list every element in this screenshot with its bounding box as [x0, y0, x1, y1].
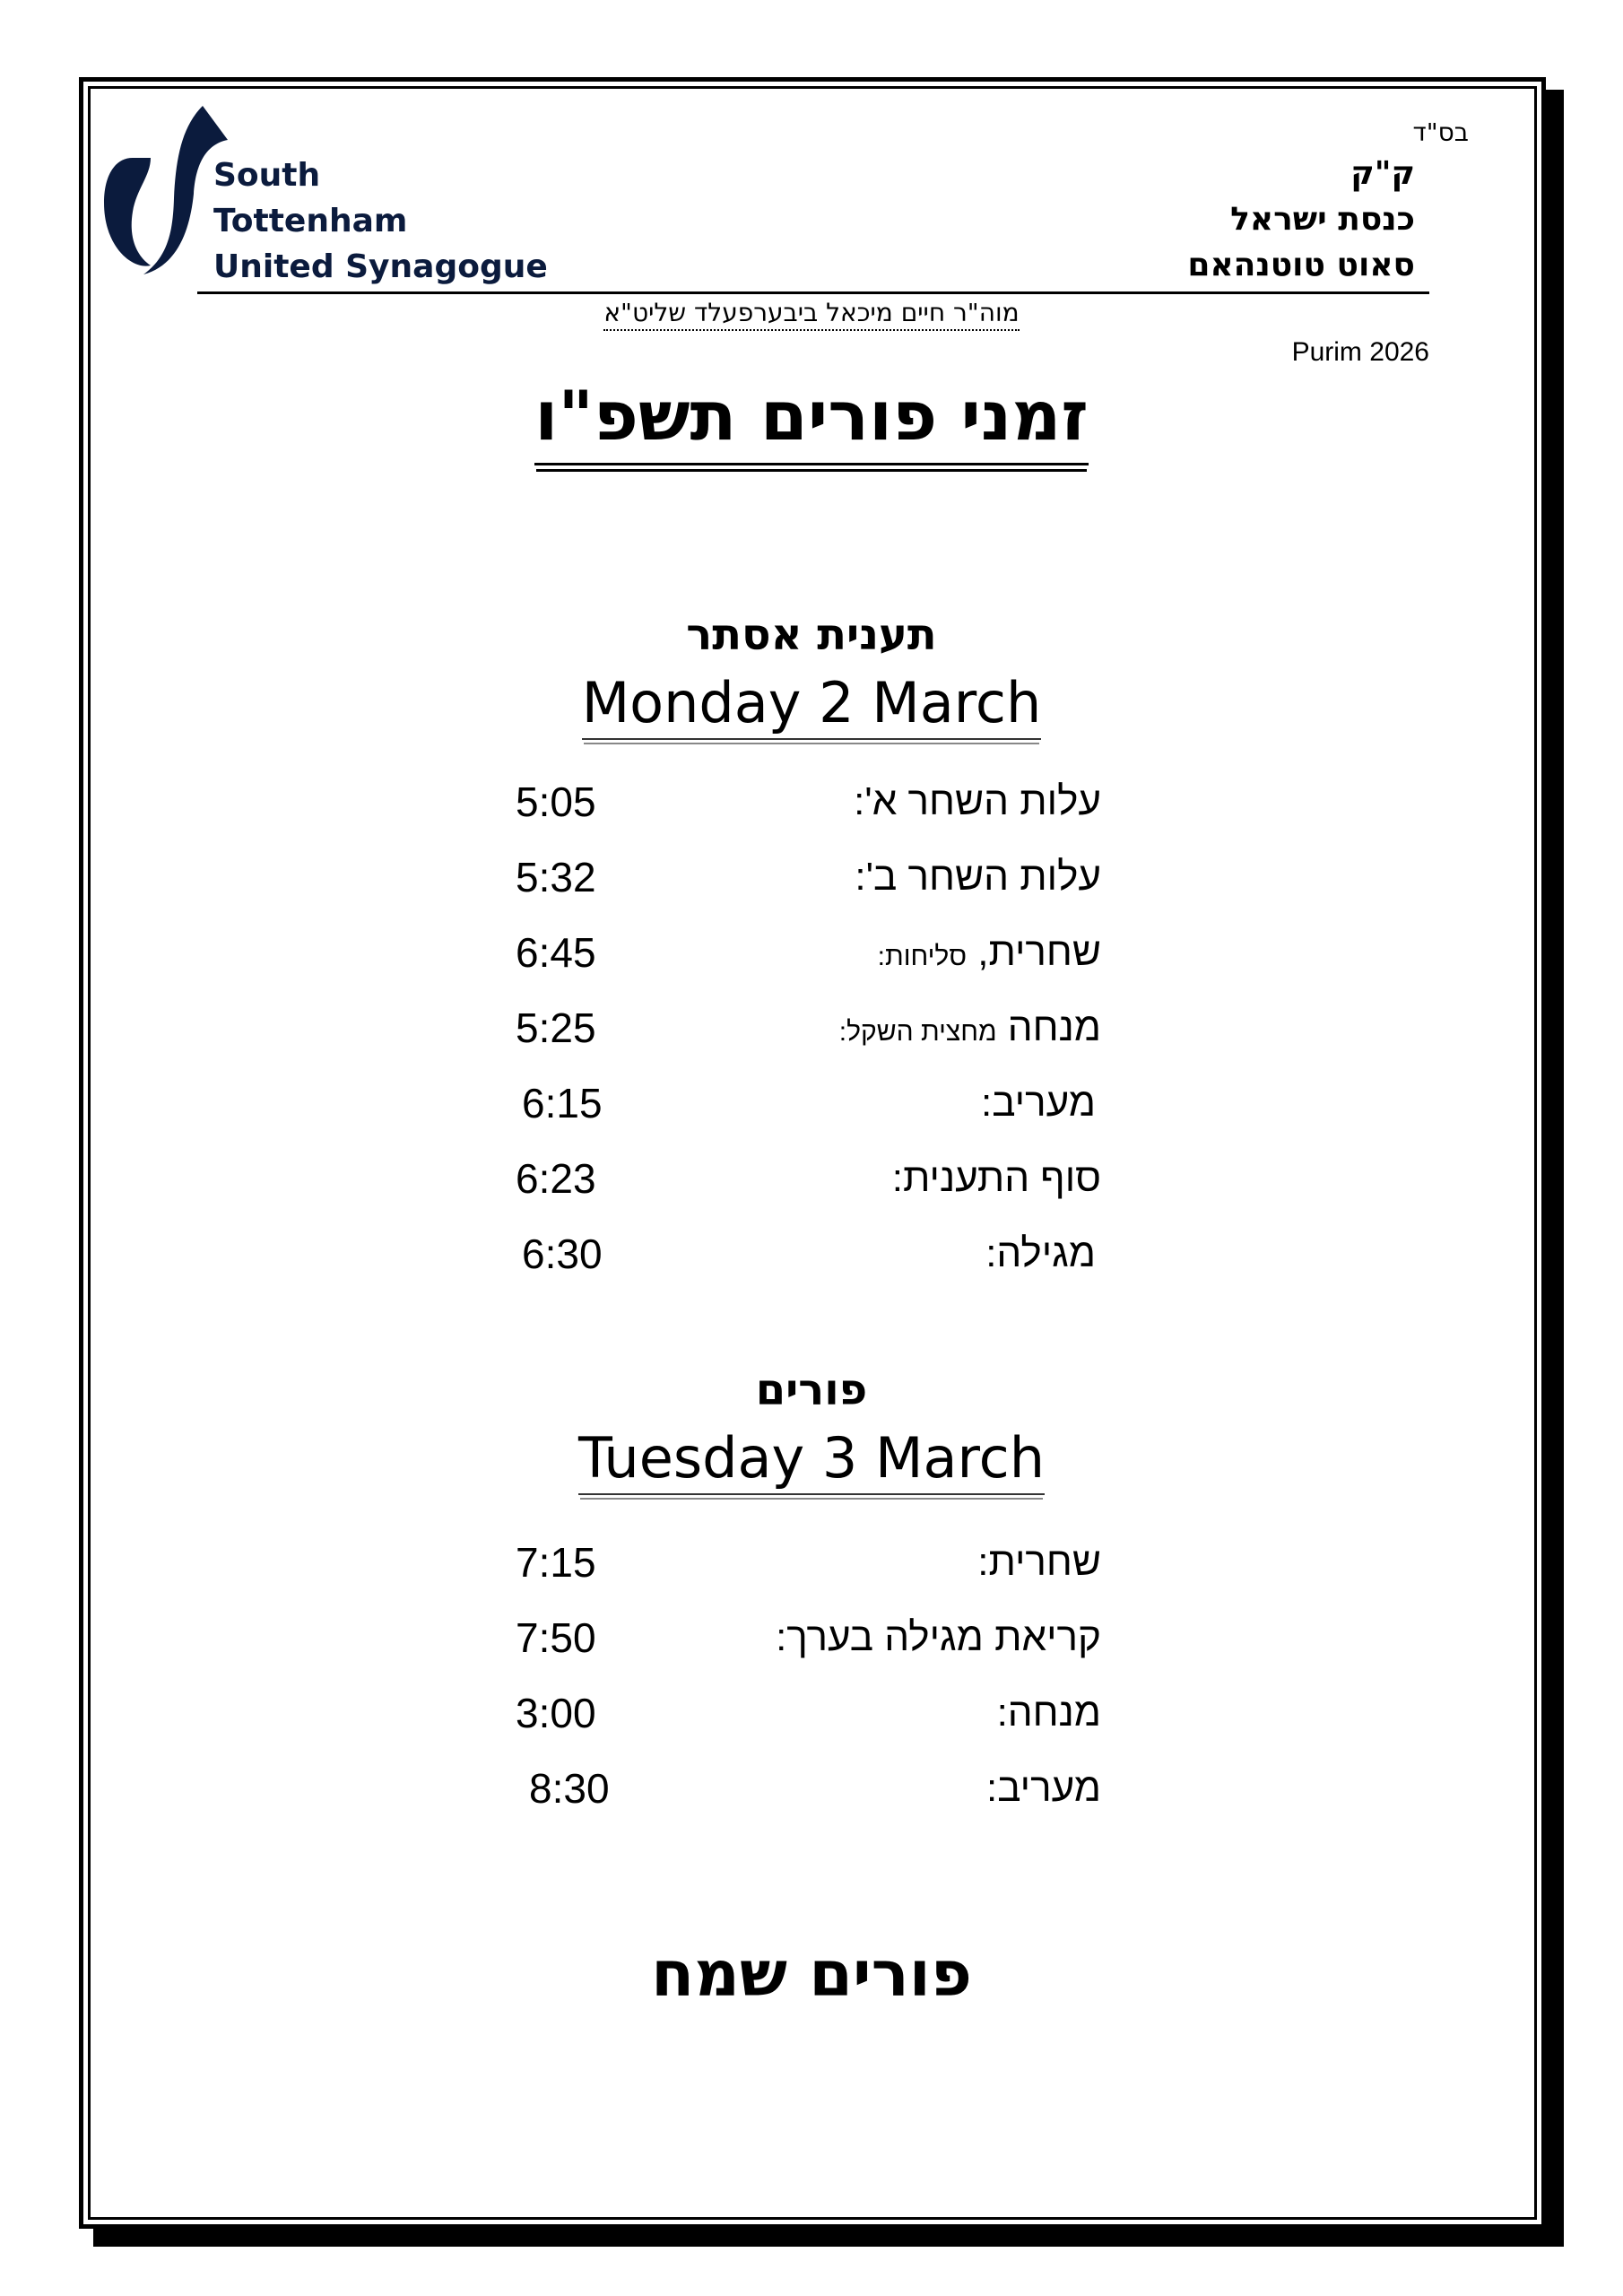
- fast-row: [0, 850, 1623, 904]
- fast-row: [0, 926, 1623, 979]
- hebrew-header-line3: סאוט טוטנהאם: [1187, 247, 1415, 283]
- hebrew-header-line2: כנסת ישראל: [1230, 201, 1415, 238]
- purim-row: [0, 1761, 1623, 1815]
- purim-row: [0, 1535, 1623, 1589]
- time-label: קריאת מגילה בערך:: [776, 1615, 1101, 1659]
- time-value: 6:15: [522, 1080, 603, 1126]
- time-label: מעריב:: [985, 1766, 1101, 1810]
- synagogue-name-line3: United Synagogue: [213, 248, 548, 285]
- fast-row: [0, 1227, 1623, 1281]
- synagogue-logo-icon: [97, 104, 231, 283]
- time-value: 6:23: [516, 1155, 596, 1202]
- fast-date-text: Monday 2 March: [582, 668, 1042, 740]
- bsd-mark: בס"ד: [1412, 117, 1469, 147]
- purim-year: Purim 2026: [1291, 337, 1429, 367]
- rabbi-name: [0, 298, 1623, 327]
- fast-row: [0, 775, 1623, 829]
- purim-date: [0, 1423, 1623, 1495]
- time-value: 5:25: [516, 1004, 596, 1051]
- time-label: [839, 1001, 1101, 1059]
- fast-heading: תענית אסתר: [686, 610, 937, 660]
- page-title: [0, 371, 1623, 465]
- purim-heading: פורים: [755, 1365, 868, 1415]
- purim-date-text: Tuesday 3 March: [578, 1423, 1045, 1495]
- fast-row: [0, 1076, 1623, 1130]
- time-value: 3:00: [516, 1690, 596, 1736]
- time-value: 7:50: [516, 1614, 596, 1661]
- hebrew-header-line1: ק"ק: [1350, 155, 1415, 192]
- time-label-small: סליחות:: [877, 942, 967, 971]
- time-label: מגילה:: [985, 1231, 1096, 1275]
- fast-date: [0, 668, 1623, 740]
- time-value: 7:15: [516, 1539, 596, 1586]
- page-title-text: זמני פורים תשפ"ו: [534, 371, 1089, 465]
- time-label-main: שחרית,: [977, 930, 1101, 974]
- time-value: 6:45: [516, 929, 596, 976]
- time-label: מנחה:: [996, 1691, 1101, 1735]
- time-value: 6:30: [522, 1231, 603, 1277]
- fast-row: [0, 1152, 1623, 1205]
- time-value: 5:32: [516, 854, 596, 900]
- time-label-small: מחצית השקל:: [838, 1017, 997, 1047]
- time-label: סוף התענית:: [891, 1156, 1101, 1200]
- time-label: [878, 926, 1101, 984]
- time-label-main: מנחה: [1007, 1005, 1101, 1049]
- synagogue-name-line2: Tottenham: [213, 203, 408, 239]
- time-label: מעריב:: [980, 1081, 1096, 1125]
- time-value: 8:30: [529, 1765, 610, 1812]
- time-label: עלות השחר ב':: [855, 855, 1101, 899]
- time-label: עלות השחר א':: [854, 779, 1101, 823]
- fast-row: [0, 1001, 1623, 1055]
- header-divider: [197, 291, 1429, 294]
- rabbi-name-text: מוה"ר חיים מיכאל ביבערפעלד שליט"א: [603, 298, 1019, 331]
- time-label: שחרית:: [977, 1540, 1101, 1584]
- hebrew-header: [1187, 115, 1469, 288]
- synagogue-name-line1: South: [213, 157, 321, 194]
- purim-row: [0, 1686, 1623, 1740]
- time-value: 5:05: [516, 778, 596, 825]
- closing-greeting: פורים שמח: [651, 1937, 972, 2011]
- purim-row: [0, 1611, 1623, 1665]
- synagogue-name: [213, 152, 548, 290]
